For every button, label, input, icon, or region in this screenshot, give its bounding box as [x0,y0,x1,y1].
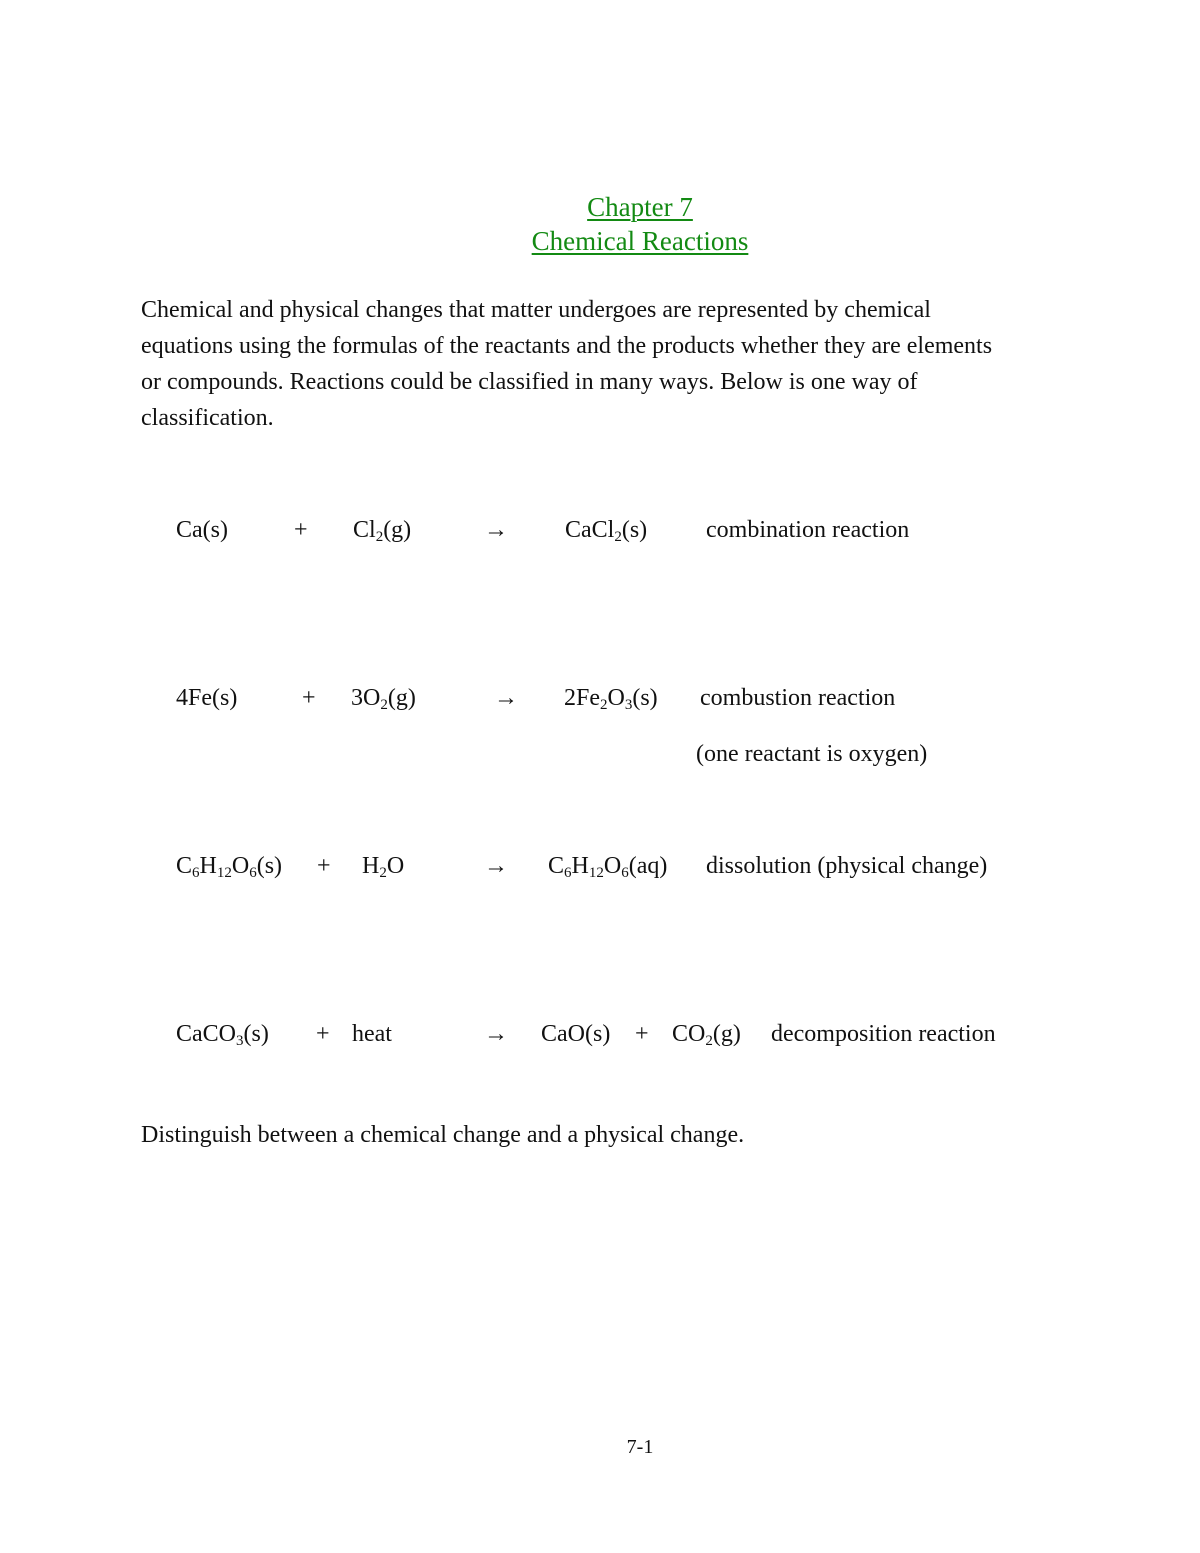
product: $2Fe_2O_3(s)$ [564,685,658,713]
reaction-arrow: → [484,517,508,543]
reaction-type-label: combination reaction [706,517,910,543]
reactant-2: $H_2O$ [362,853,405,881]
product: $C_6H_{12}O_6(aq)$ [548,853,668,881]
plus-sign: + [316,1021,330,1047]
intro-line: equations using the formulas of the reactants and the products whether they are elements [141,333,993,359]
reactant-2: $3O_2(g)$ [351,685,416,713]
reaction-type-label: decomposition reaction [771,1021,996,1047]
closing-question: Distinguish between a chemical change and a physical change. [141,1122,745,1148]
plus-sign: + [294,517,308,543]
equation-dissolution [176,850,1076,882]
reaction-note: (one reactant is oxygen) [696,741,928,767]
reaction-arrow: → [484,853,508,879]
intro-paragraph [141,292,1141,436]
reaction-type-label: combustion reaction [700,685,896,711]
plus-sign: + [317,853,331,879]
reaction-arrow: → [494,685,518,711]
page-number: 7-1 [626,1436,654,1458]
equation-combination [176,514,1076,546]
equation-decomposition [176,1018,1076,1050]
intro-line: Chemical and physical changes that matter undergoes are represented by chemical [141,297,931,323]
reaction-type-label: dissolution (physical change) [706,853,988,879]
reactant-1: Ca(s) [176,517,228,543]
chapter-title: Chemical Reactions [531,226,749,256]
reactant-2: $Cl_2(g)$ [353,517,412,545]
reactant-2: heat [352,1021,392,1047]
reaction-arrow: → [484,1021,508,1047]
reactant-1: CaCO$_3$(s) [176,1021,269,1049]
plus-sign-2: + [635,1021,649,1047]
product-2: $CO_2(g)$ [672,1021,741,1049]
product-1: CaO(s) [541,1021,611,1047]
intro-line: or compounds. Reactions could be classified in many ways. Below is one way of [141,369,918,395]
reactant-1: $C_6H_{12}O_6(s)$ [176,853,283,881]
product: CaCl$_2$(s) [565,517,648,545]
plus-sign: + [302,685,316,711]
reactant-1: 4Fe(s) [176,685,238,711]
chapter-heading: Chapter 7 [587,192,693,222]
equation-combustion [176,682,1076,714]
intro-line: classification. [141,405,274,431]
